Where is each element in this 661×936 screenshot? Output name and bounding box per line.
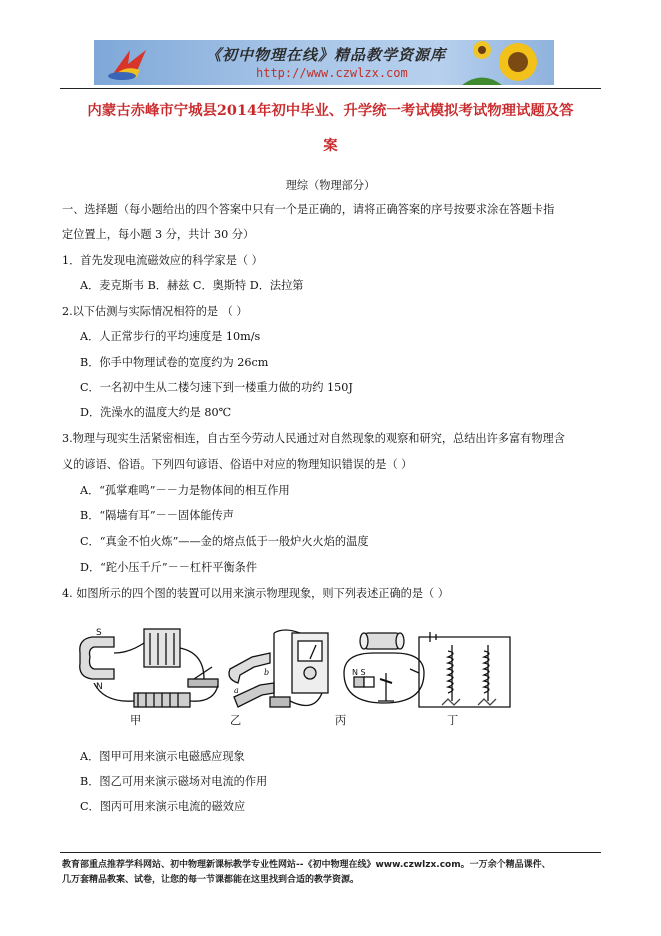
site-logo-icon	[100, 44, 160, 82]
header-divider	[60, 88, 601, 89]
figure-mark-s: S	[96, 628, 102, 638]
figure-mark-b: b	[264, 668, 270, 677]
question-4-option-c: C．图丙可用来演示电流的磁效应	[80, 800, 246, 813]
question-4-option-b: B．图乙可用来演示磁场对电流的作用	[80, 775, 268, 788]
question-3-option-c: C．“真金不怕火炼”——金的熔点低于一般炉火火焰的温度	[80, 535, 369, 548]
question-4-stem: 4. 如图所示的四个图的装置可以用来演示物理现象，则下列表述正确的是（ ）	[62, 587, 449, 600]
question-4-option-a: A．图甲可用来演示电磁感应现象	[80, 750, 245, 763]
figure-label-jia: 甲	[130, 714, 142, 727]
question-3-option-d: D．“跎小压千斤”－－杠杆平衡条件	[80, 561, 258, 574]
instructions-line-1: 一、选择题（每小题给出的四个答案中只有一个是正确的，请将正确答案的序号按要求涂在答题卡指	[62, 203, 555, 216]
question-2-option-b: B．你手中物理试卷的宽度约为 26cm	[80, 356, 269, 369]
footer-line-1: 教育部重点推荐学科网站、初中物理新课标教学专业性网站--《初中物理在线》www.czwlzx.com。一万余个精品课件、	[62, 860, 551, 870]
question-2-option-d: D．洗澡水的温度大约是 80℃	[80, 406, 232, 419]
banner-title: 《初中物理在线》精品教学资源库	[206, 46, 447, 64]
footer-divider	[60, 852, 601, 853]
figure-mark-a: a	[234, 686, 239, 695]
question-1-options: A．麦克斯韦 B．赫兹 C．奥斯特 D．法拉第	[80, 279, 304, 292]
question-3-stem-line-1: 3.物理与现实生活紧密相连，自古至今劳动人民通过对自然现象的观察和研究，总结出许多富有物理含	[62, 432, 565, 445]
footer-line-2: 几万套精品教案、试卷，让您的每一节课都能在这里找到合适的教学资源。	[62, 875, 360, 885]
question-3-stem-line-2: 义的谚语、俗语。下列四句谚语、俗语中对应的物理知识错误的是（ ）	[62, 458, 413, 471]
question-3-option-b: B．“隔墙有耳”－－固体能传声	[80, 509, 234, 522]
document-title-line-1: 内蒙古赤峰市宁城县2014年初中毕业、升学统一考试模拟考试物理试题及答	[87, 102, 574, 119]
figure-yi-apparatus	[229, 630, 328, 707]
question-2-stem: 2.以下估测与实际情况相符的是 （ ）	[62, 305, 248, 318]
figure-mark-ns: N S	[352, 668, 366, 677]
banner-url: http://www.czwlzx.com	[256, 66, 408, 80]
sunflower-icon	[462, 40, 552, 85]
section-title: 理综（物理部分）	[285, 179, 376, 192]
question-2-option-c: C．一名初中生从二楼匀速下到一楼重力做的功约 150J	[80, 381, 353, 394]
figure-label-ding: 丁	[447, 714, 459, 727]
instructions-line-2: 定位置上，每小题 3 分，共计 30 分）	[62, 228, 255, 241]
question-2-option-a: A．人正常步行的平均速度是 10m/s	[80, 330, 261, 343]
figure-label-yi: 乙	[230, 714, 242, 727]
document-title-line-2: 案	[323, 137, 338, 154]
question-3-option-a: A．“孤掌难鸣”－－力是物体间的相互作用	[80, 484, 290, 497]
experiment-figure	[74, 623, 529, 739]
site-banner	[94, 40, 554, 85]
question-1-stem: 1．首先发现电流磁效应的科学家是（ ）	[62, 254, 263, 267]
figure-label-bing: 丙	[335, 714, 347, 727]
page-footer	[62, 858, 602, 888]
figure-ding-apparatus	[410, 632, 510, 707]
figure-jia-apparatus	[80, 629, 218, 707]
figure-mark-n: N	[96, 682, 103, 692]
